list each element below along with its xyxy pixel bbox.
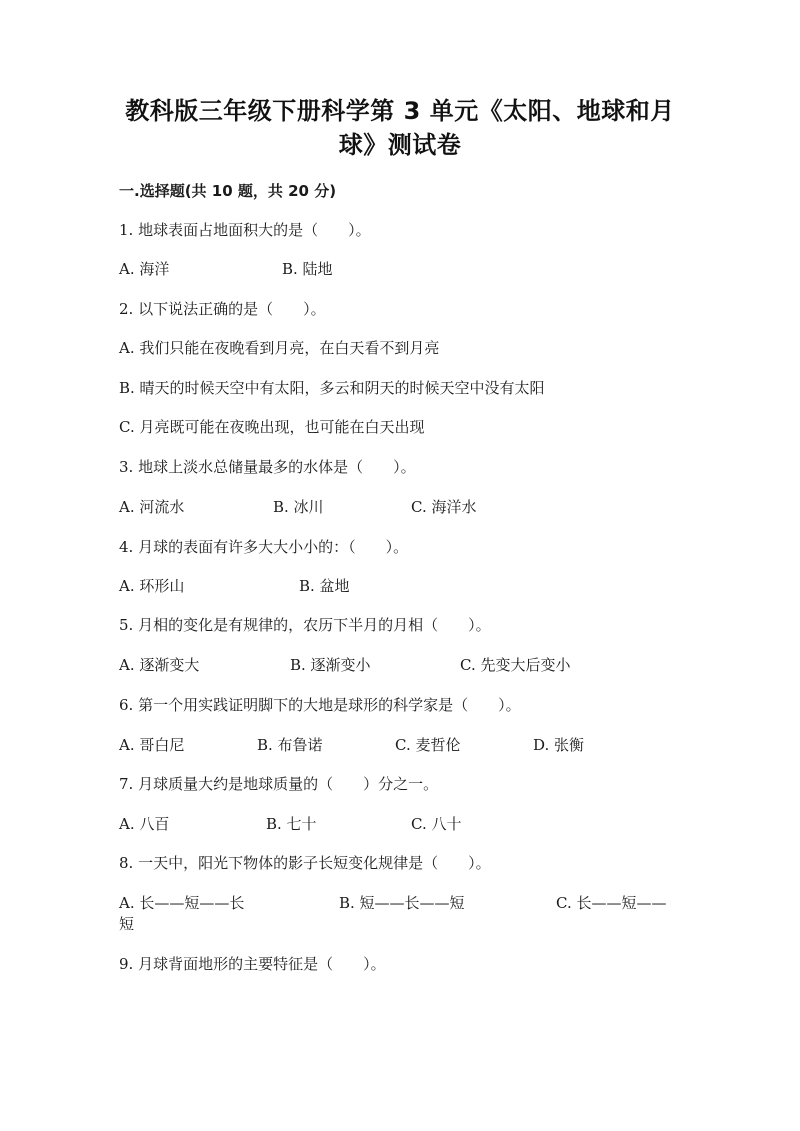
question-3-option-c: C. 海洋水 [411, 498, 477, 516]
section-heading: 一.选择题(共 10 题，共 20 分) [119, 182, 337, 200]
title-line-2: 球》测试卷 [338, 131, 462, 159]
question-7-stem: 7. 月球质量大约是地球质量的（ ）分之一。 [119, 775, 439, 793]
question-2-stem: 2. 以下说法正确的是（ ）。 [119, 300, 326, 318]
question-6-option-b: B. 布鲁诺 [257, 736, 323, 754]
question-3-option-b: B. 冰川 [273, 498, 324, 516]
question-5-option-a: A. 逐渐变大 [119, 656, 200, 674]
question-1-option-a: A. 海洋 [119, 260, 170, 278]
question-4-option-a: A. 环形山 [119, 577, 185, 595]
question-6-option-a: A. 哥白尼 [119, 736, 185, 754]
question-7-option-a: A. 八百 [119, 815, 170, 833]
question-8-option-c-wrap: 短 [119, 915, 135, 933]
question-6-stem: 6. 第一个用实践证明脚下的大地是球形的科学家是（ ）。 [119, 696, 521, 714]
question-4-option-b: B. 盆地 [299, 577, 350, 595]
question-9-stem: 9. 月球背面地形的主要特征是（ ）。 [119, 955, 386, 973]
question-2-option-c: C. 月亮既可能在夜晚出现，也可能在白天出现 [119, 418, 425, 436]
question-2-option-b: B. 晴天的时候天空中有太阳，多云和阴天的时候天空中没有太阳 [119, 379, 545, 397]
question-3-stem: 3. 地球上淡水总储量最多的水体是（ ）。 [119, 458, 416, 476]
question-8-option-b: B. 短——长——短 [339, 894, 465, 912]
question-6-option-d: D. 张衡 [533, 736, 585, 754]
question-5-stem: 5. 月相的变化是有规律的，农历下半月的月相（ ）。 [119, 616, 491, 634]
question-8-option-a: A. 长——短——长 [119, 894, 245, 912]
question-7-option-c: C. 八十 [411, 815, 462, 833]
question-8-stem: 8. 一天中，阳光下物体的影子长短变化规律是（ ）。 [119, 854, 491, 872]
title-line-1: 教科版三年级下册科学第 3 单元《太阳、地球和月 [125, 97, 675, 125]
question-2-option-a: A. 我们只能在夜晚看到月亮，在白天看不到月亮 [119, 339, 440, 357]
question-1-stem: 1. 地球表面占地面积大的是（ ）。 [119, 221, 371, 239]
question-8-option-c: C. 长——短—— [556, 894, 667, 912]
question-7-option-b: B. 七十 [266, 815, 317, 833]
question-4-stem: 4. 月球的表面有许多大大小小的：（ ）。 [119, 538, 409, 556]
question-6-option-c: C. 麦哲伦 [395, 736, 461, 754]
question-5-option-b: B. 逐渐变小 [290, 656, 371, 674]
question-1-option-b: B. 陆地 [282, 260, 333, 278]
question-5-option-c: C. 先变大后变小 [460, 656, 571, 674]
page-title [100, 94, 700, 162]
question-3-option-a: A. 河流水 [119, 498, 185, 516]
